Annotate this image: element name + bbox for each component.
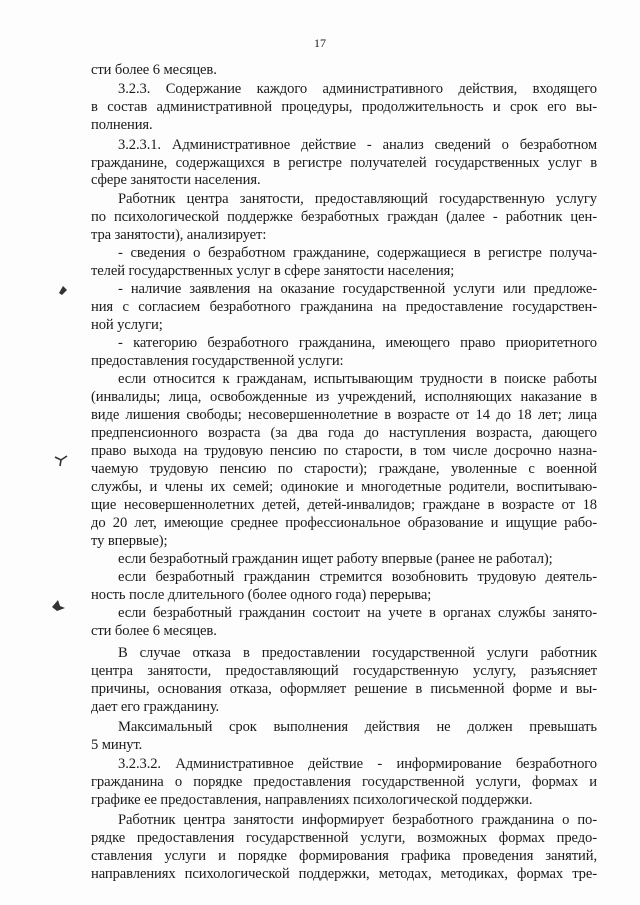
text-line: если безработный гражданин состоит на учете в органах службы занято- <box>118 605 597 621</box>
text-line: телей государственных услуг в сфере занятости населения; <box>91 263 455 279</box>
text-line: гражданине, содержащихся в регистре получателей государственных услуг в <box>91 155 597 171</box>
text-line: ность после длительного (более одного года) перерыва; <box>91 587 432 603</box>
text-line: 3.2.3.1. Административное действие - анализ сведений о безработном <box>118 137 597 153</box>
text-line: 3.2.3.2. Административное действие - информирование безработного <box>118 756 597 772</box>
text-line: сфере занятости населения. <box>91 172 261 188</box>
scan-artifact-mark <box>50 598 66 614</box>
text-line: виде лишения свободы; несовершеннолетние в возрасте от 14 до 18 лет; лица <box>91 407 597 423</box>
text-line: ной услуги; <box>91 317 163 333</box>
text-line: право выхода на трудовую пенсию по старости, в том числе досрочно назна- <box>91 443 597 459</box>
text-line: ставления услуги и порядке формирования графика проведения занятий, <box>91 848 597 864</box>
text-line: графике ее предоставления, направлениях психологической поддержки. <box>91 792 533 808</box>
text-line: гражданина о порядке предоставления государственной услуги, формах и <box>91 774 597 790</box>
text-line: полнения. <box>91 117 153 133</box>
text-line: - наличие заявления на оказание государственной услуги или предложе- <box>118 281 597 297</box>
text-line: - категорию безработного гражданина, имеющего право приоритетного <box>118 335 597 351</box>
text-line: чаемую трудовую пенсию по старости); граждане, уволенные с военной <box>91 461 597 477</box>
text-line: дает его гражданину. <box>91 699 220 715</box>
text-line: направлениях психологической поддержки, методах, методиках, формах тре- <box>91 866 597 882</box>
text-line: щие несовершеннолетних детей, детей-инвалидов; граждане в возрасте от 18 <box>91 497 597 513</box>
text-line: - сведения о безработном гражданине, содержащиеся в регистре получа- <box>118 245 597 261</box>
text-line: Максимальный срок выполнения действия не должен превышать <box>118 719 597 735</box>
text-line: тра занятости), анализирует: <box>91 227 267 243</box>
text-line: Работник центра занятости, предоставляющий государственную услугу <box>118 191 597 207</box>
text-line: предоставления государственной услуги: <box>91 353 344 369</box>
text-line: 3.2.3. Содержание каждого административного действия, входящего <box>118 81 597 97</box>
text-line: (инвалиды; лица, освобожденные из учреждений, исполняющих наказание в <box>91 389 597 405</box>
text-line: в состав административной процедуры, продолжительность и срок его вы- <box>91 99 597 115</box>
text-line: если безработный гражданин стремится возобновить трудовую деятель- <box>118 569 597 585</box>
scan-artifact-mark <box>53 452 69 468</box>
text-line: сти более 6 месяцев. <box>91 623 217 639</box>
text-line: сти более 6 месяцев. <box>91 62 217 78</box>
page-number: 17 <box>314 36 326 50</box>
text-line: В случае отказа в предоставлении государственной услуги работник <box>118 645 597 661</box>
text-line: причины, основания отказа, оформляет решение в письменной форме и вы- <box>91 681 597 697</box>
text-line: 5 минут. <box>91 737 143 753</box>
text-line: по психологической поддержке безработных граждан (далее - работник цен- <box>91 209 597 225</box>
text-line: Работник центра занятости информирует безработного гражданина о по- <box>118 812 597 828</box>
text-line: предпенсионного возраста (за два года до наступления возраста, дающего <box>91 425 597 441</box>
text-line: рядке предоставления государственной услуги, возможных формах предо- <box>91 830 597 846</box>
scan-artifact-mark <box>56 283 70 297</box>
text-line: если безработный гражданин ищет работу впервые (ранее не работал); <box>118 551 553 567</box>
text-line: службы, и члены их семей; одинокие и многодетные родители, воспитываю- <box>91 479 597 495</box>
text-line: центра занятости, предоставляющий государственную услугу, разъясняет <box>91 663 597 679</box>
text-line: ту впервые); <box>91 533 168 549</box>
text-line: до 20 лет, имеющие среднее профессиональное образование и ищущие рабо- <box>91 515 597 531</box>
text-line: если относится к гражданам, испытывающим трудности в поиске работы <box>118 371 597 387</box>
text-line: ния с согласием безработного гражданина на предоставление государствен- <box>91 299 597 315</box>
